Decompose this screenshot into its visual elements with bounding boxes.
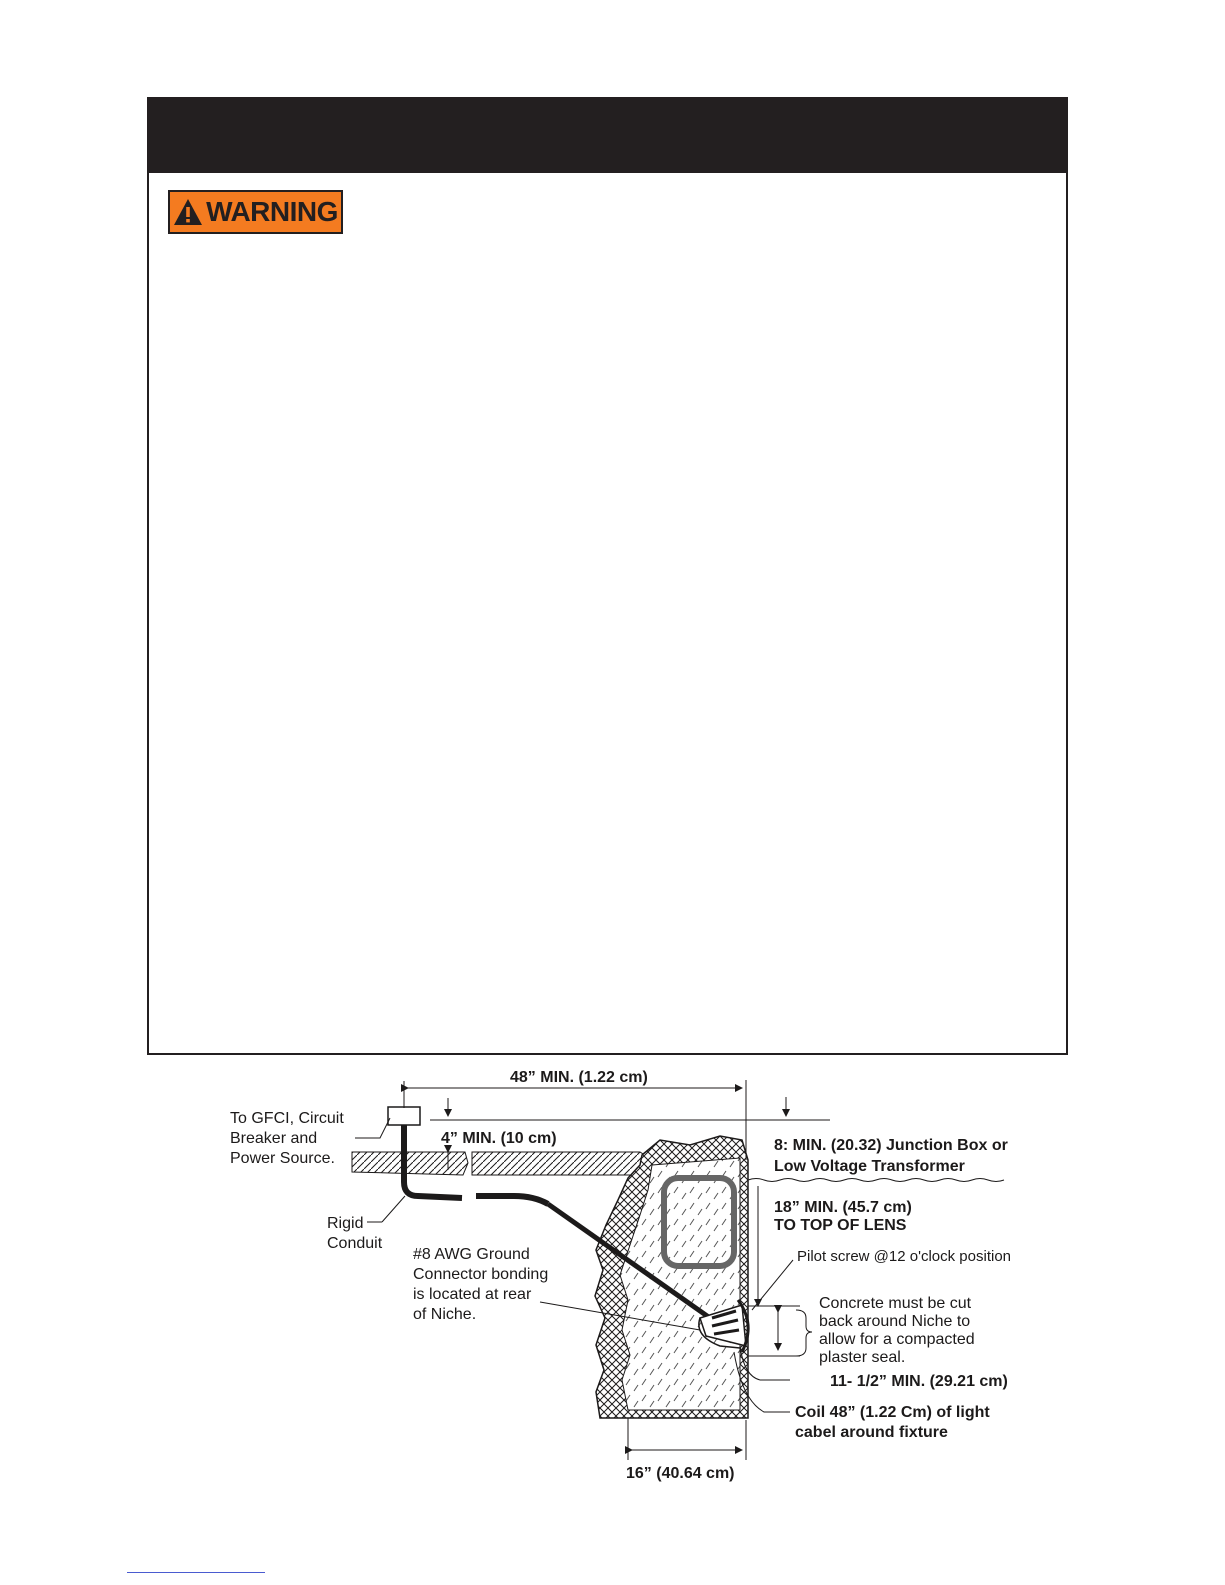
ground-label-line2: Connector bonding	[413, 1266, 549, 1283]
warning-text: WARNING	[206, 196, 338, 227]
concrete-label-line2: back around Niche to	[819, 1313, 971, 1330]
dim-48-label: 48” MIN. (1.22 cm)	[510, 1069, 648, 1086]
ground-deck	[352, 1152, 652, 1175]
dim-8-label-line1: 8: MIN. (20.32) Junction Box or	[774, 1137, 1008, 1154]
concrete-label-line1: Concrete must be cut	[819, 1295, 972, 1312]
ground-label-line3: is located at rear	[413, 1286, 532, 1303]
gfci-label-line2: Breaker and	[230, 1130, 318, 1147]
conduit-label-line2: Conduit	[327, 1235, 383, 1252]
conduit-label-line1: Rigid	[327, 1215, 364, 1232]
concrete-label-line4: plaster seal.	[819, 1349, 906, 1366]
dim-8-label-line2: Low Voltage Transformer	[774, 1158, 965, 1175]
pilot-screw-label: Pilot screw @12 o'clock position	[797, 1248, 1012, 1265]
gfci-label-line1: To GFCI, Circuit	[230, 1110, 344, 1127]
coil-label-line2: cabel around fixture	[795, 1424, 948, 1441]
dim-16-label: 16” (40.64 cm)	[626, 1465, 735, 1482]
dim-18-label-line1: 18” MIN. (45.7 cm)	[774, 1199, 912, 1216]
ground-label-line4: of Niche.	[413, 1306, 477, 1323]
footer-link-underline[interactable]	[127, 1572, 265, 1573]
coil-label-line1: Coil 48” (1.22 Cm) of light	[795, 1404, 990, 1421]
concrete-label-line3: allow for a compacted	[819, 1331, 975, 1348]
dim-11-label: 11- 1/2” MIN. (29.21 cm)	[830, 1373, 1008, 1390]
dim-18-label-line2: TO TOP OF LENS	[774, 1217, 907, 1234]
gfci-label-line3: Power Source.	[230, 1150, 335, 1167]
dim-4-label: 4” MIN. (10 cm)	[441, 1130, 557, 1147]
ground-label-line1: #8 AWG Ground	[413, 1246, 530, 1263]
waterline	[748, 1179, 1004, 1182]
junction-box	[664, 1178, 734, 1266]
